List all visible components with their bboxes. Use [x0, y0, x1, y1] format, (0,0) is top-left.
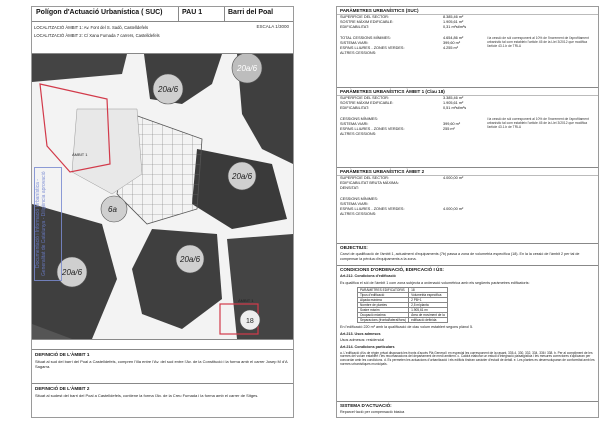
page-title: Polígon d'Actuació Urbanística ( SUC)	[36, 9, 163, 16]
table-cell: PARÀMETRES EDIFICATORIS	[358, 288, 409, 293]
map-drawing	[32, 54, 293, 339]
param-value: 3.385,46 m²	[443, 96, 464, 100]
condicions-intro: Es qualifica el sòl de l'àmbit 1 com zona subjecta a ordenació volumètrica amb els següents paràmetres edificatoris:	[340, 280, 530, 285]
cession-row	[337, 51, 598, 56]
param-label: CESSIONS MÍNIMES:	[340, 197, 378, 201]
condicions-subtitle: Art.212. Condicions d'edificació	[340, 274, 396, 278]
param-value: 4.654,86 m²	[443, 36, 464, 40]
params-ambit1	[337, 87, 598, 137]
table-row	[358, 318, 448, 323]
usos-text: Usos admesos: residencial	[340, 338, 385, 343]
param-row	[337, 186, 598, 191]
table-cell: edificació definida	[409, 318, 448, 323]
table-cell: Volumetria específica	[409, 293, 448, 298]
table-cell: Separacions (frontal/lateral/fons)	[358, 318, 409, 323]
parameters-table	[357, 287, 448, 323]
param-value: 1.905,61 m²	[443, 101, 464, 105]
urban-map	[32, 53, 293, 340]
table-cell: Alçada màxima	[358, 298, 409, 303]
zone-label: 20a/6	[232, 172, 253, 181]
definicio2-text: Situat al sudest del barri del Poal a Castelldefels, contiene la forma l'Av. de la Creu Fumada i la forma amb el carrer de Sitges.	[35, 393, 259, 398]
sistema-section	[337, 401, 598, 416]
params-ambit2	[337, 167, 598, 217]
condicions-title: CONDICIONS D'ORDENACIÓ, EDIFICACIÓ I ÚS:	[340, 267, 444, 272]
condicions-section	[337, 265, 598, 368]
param-value: 0,51 m²st/m²s	[443, 106, 467, 110]
location-ambit2: LOCALITZACIÓ ÀMBIT 2: C/ Xana Fumada 7 carrers, Castelldefels	[34, 33, 160, 38]
objectius-section	[337, 243, 598, 262]
param-label: ALTRES CESSIONS:	[340, 212, 377, 216]
param-label: SISTEMA VIARI:	[340, 202, 369, 206]
header-divider	[178, 7, 179, 21]
param-value: 4.000,00 m²	[443, 207, 464, 211]
param-label: EDIFICABILITAT BRUTA MÀXIMA:	[340, 181, 399, 185]
param-value: 1.905,61 m²	[443, 20, 464, 24]
params-suc-title: PARÀMETRES URBANÍSTICS (SUC)	[337, 7, 598, 15]
zone-label: 20a/6	[62, 268, 83, 277]
table-cell: Nombre de plantes	[358, 303, 409, 308]
left-document-page	[31, 6, 294, 418]
param-label: SISTEMA VIARI:	[340, 122, 369, 126]
params-suc	[337, 7, 598, 56]
param-label: SUPERFÍCIE DEL SECTOR:	[340, 15, 389, 19]
particulars-text: a. L'edificació d'ús de règim privat disposarà les fronts d'accés Plà General i en especial les corresponent de la rasant, 335-4, 330, 332, 334, 336 i 338. b. Per al compliment de les normes del volum establert i les recomanacions del departament de medi ambient. c. Caldrà elaborar un estudi d'integració paisatgística i les mesures correctores s'aplicaran per concordar amb les condicions. d. Es permeten les actuacions d'urbanització i els edificis tindran caràcter d'estudi de detall. e. Les plantes es desenvoluparan de conformitat amb les normes urbanístiques municipals.	[340, 350, 595, 367]
definicio-ambit1	[32, 349, 293, 382]
table-cell: Sostre màxim	[358, 308, 409, 313]
definicio1-text: Situat al sud del barri del Poal a Castelldefels, compren l'illa entre l'Av. del sud entre l'Av. de la Constitució i la forma amb el carrer Josep M d'A Sagarra.	[35, 359, 288, 369]
objectius-text: Canvi de qualificació de l'àmbit 1, actualment d'equipaments (7b) passa a zona de volumetria específica (18). En la la cessió de l'àmbit 2 per tal de compensar la pèrdua d'equipaments a la zona.	[340, 252, 580, 261]
definicio2-title: DEFINICIÓ DE L'ÀMBIT 2	[35, 386, 90, 391]
table-cell: 18	[409, 288, 448, 293]
usos-title: Art.213. Usos admesos	[340, 331, 381, 336]
right-document-page	[336, 6, 599, 418]
table-cell: 1.905,61 m²	[409, 308, 448, 313]
cession-note: i la cessió de sòl corresponent al 10% de l'increment de l'aprofitament urbanístic tal com estableix l'article 45 de la Llei 3/2012 que modifica l'article 43.1.b de TRLU	[487, 36, 589, 48]
param-label: SOSTRE MÀXIM EDIFICABLE:	[340, 20, 394, 24]
param-value: 399,60 m²	[443, 41, 461, 45]
param-label: ALTRES CESSIONS:	[340, 132, 377, 136]
definicio1-title: DEFINICIÓ DE L'ÀMBIT 1	[35, 352, 90, 357]
param-value: 4.000,00 m²	[443, 176, 464, 180]
zone-label: 18	[246, 318, 254, 325]
params-ambit2-title: PARÀMETRES URBANÍSTICS ÀMBIT 2	[337, 168, 598, 176]
table-cell: Ocupació màxima	[358, 313, 409, 318]
param-label: SUPERFÍCIE DEL SECTOR:	[340, 96, 389, 100]
param-value: 255 m²	[443, 127, 455, 131]
condicions-after: En l'edificació 220 m² amb la qualificació de clau volum establert segons plànol 5.	[340, 325, 474, 330]
param-value: 0,31 m²st/m²s	[443, 25, 467, 29]
param-label: ALTRES CESSIONS:	[340, 51, 377, 55]
cession-row	[337, 132, 598, 137]
param-value: 4.255 m²	[443, 46, 458, 50]
param-row	[337, 25, 598, 30]
table-cell: 2 PB+1	[409, 298, 448, 303]
place-name: Barri del Poal	[228, 9, 274, 16]
param-label: CESSIONS MÍNIMES:	[340, 117, 378, 121]
param-label: ESPAIS LLIURES - ZONES VERDES:	[340, 127, 405, 131]
map-scale: ESCALA 1/3000	[256, 24, 289, 29]
zone-label: 20a/6	[180, 255, 201, 264]
location-ambit1: LOCALITZACIÓ ÀMBIT 1: Av. Font del S. Sadó, Castelldefels	[34, 25, 149, 30]
param-label: ESPAIS LLIURES - ZONES VERDES:	[340, 46, 405, 50]
param-label: SOSTRE MÀXIM EDIFICABLE:	[340, 101, 394, 105]
zone-label: 20a/6	[237, 64, 258, 73]
ambit-label: ÀMBIT 1	[238, 298, 254, 303]
table-cell: 2,5 m/planta	[409, 303, 448, 308]
left-page-header	[32, 7, 293, 22]
objectius-title: OBJECTIUS:	[340, 245, 368, 250]
params-ambit1-title: PARÀMETRES URBANÍSTICS ÀMBIT 1 (Clau 18)	[337, 88, 598, 96]
block	[227, 234, 293, 339]
param-value: 8.385,46 m²	[443, 15, 464, 19]
ambit-label: ÀMBIT 1	[72, 152, 88, 157]
table-cell: Tipus d'edificació	[358, 293, 409, 298]
sistema-text: Reparcel·lació per compensació bàsica	[340, 410, 405, 414]
sistema-title: SISTEMA D'ACTUACIÓ:	[340, 403, 392, 408]
param-row	[337, 106, 598, 111]
pau-code: PAU 1	[182, 9, 203, 16]
cession-note: i la cessió de sòl corresponent al 10% de l'increment de l'aprofitament urbanístic tal com estableix l'article 45 de la Llei 3/2012 que modifica l'article 43.1.b de TRLU	[487, 117, 589, 129]
table-cell: Àrea de moviment de la	[409, 313, 448, 318]
param-value: 399,60 m²	[443, 122, 461, 126]
cession-row	[337, 212, 598, 217]
official-stamp: Documentació i Informació Urbanística - Generalitat de Catalunya - Diligència aprovació	[34, 167, 62, 281]
param-label: EDIFICABILITAT:	[340, 25, 369, 29]
param-label: TOTAL CESSIONS MÍNIMES:	[340, 36, 391, 40]
param-label: ESPAIS LLIURES - ZONES VERDES:	[340, 207, 405, 211]
param-label: SUPERFÍCIE DEL SECTOR:	[340, 176, 389, 180]
zone-label: 6a	[108, 205, 117, 214]
header-divider	[224, 7, 225, 21]
zone-label: 20a/6	[158, 85, 179, 94]
param-label: DENSITAT:	[340, 186, 359, 190]
param-label: SISTEMA VIARI:	[340, 41, 369, 45]
particulars-title: Art.214. Condicions particulars	[340, 344, 395, 349]
param-label: EDIFICABILITAT:	[340, 106, 369, 110]
definicio-ambit2	[32, 383, 293, 418]
